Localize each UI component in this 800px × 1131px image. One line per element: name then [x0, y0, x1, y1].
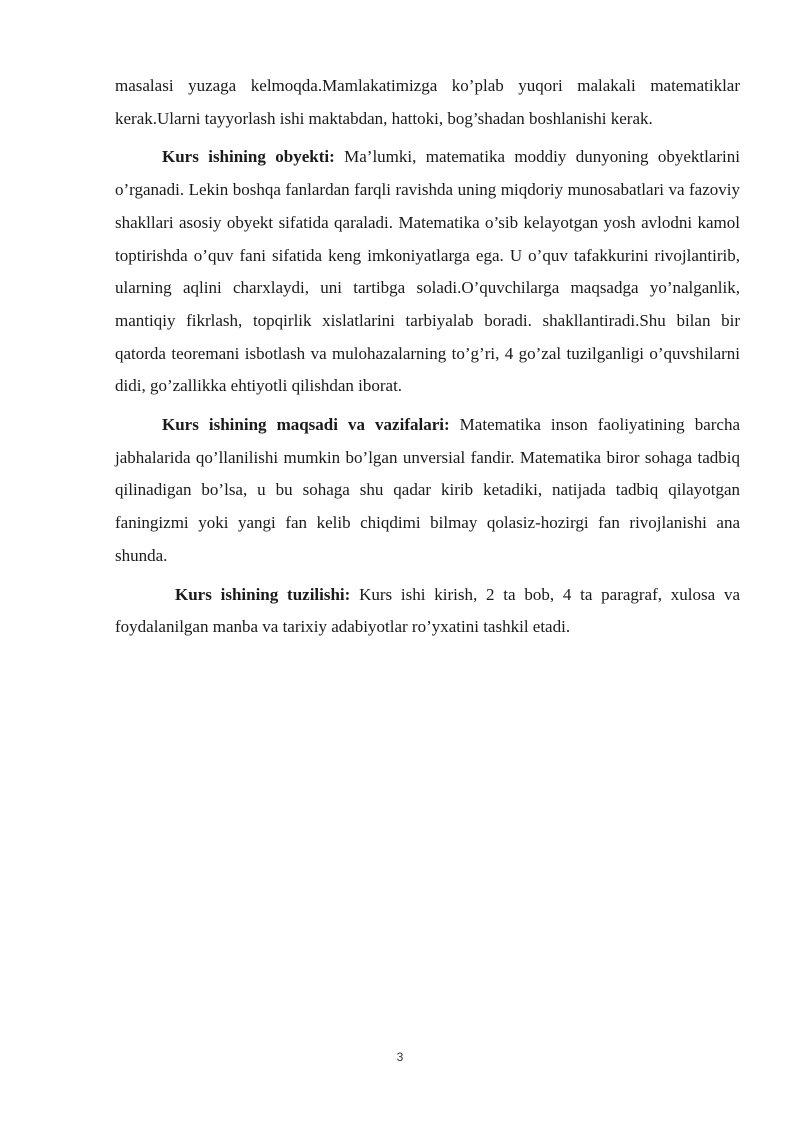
paragraph-goals-text: Matematika inson faoliyatining barcha jabhalarida qo’llanilishi mumkin bo’lgan unversial fandir. Matematika biror sohaga tadbiq qilinadigan bo’lsa, u bu sohaga shu qadar kirib ketadiki, natijada tadbiq qilayotgan faningizmi yoki yangi fan kelib chiqdimi bilmay qolasiz-hozirgi fan rivojlanishi ana shunda. [115, 415, 740, 565]
paragraph-object [115, 141, 740, 403]
paragraph-structure-text: Kurs ishi kirish, 2 ta bob, 4 ta paragraf, xulosa va foydalanilgan manba va tarixiy adabiyotlar ro’yxatini tashkil etadi. [115, 584, 740, 637]
paragraph-intro-text: masalasi yuzaga kelmoqda.Mamlakatimizga ko’plab yuqori malakali matematiklar kerak.Ularni tayyorlash ishi maktabdan, hattoki, bog’shadan boshlanishi kerak. [115, 76, 740, 128]
paragraph-object-text: Ma’lumki, matematika moddiy dunyoning obyektlarini o’rganadi. Lekin boshqa fanlardan farqli ravishda uning miqdoriy munosabatlari va fazoviy shakllari asosiy obyekt sifatida qaraladi. Matematika o’sib kelayotgan yosh avlodni kamol toptirishda o’quv fani sifatida keng imkoniyatlarga ega. U o’quv tafakkurini rivojlantirib, ularning aqlini charxlaydi, uni tartibga soladi.O’quvchilarga maqsadga yo’nalganlik, mantiqiy fikrlash, topqirlik xislatlarini tarbiyalab boradi. shakllantiradi.Shu bilan bir qatorda teoremani isbotlash va mulohazalarning to’g’ri, 4 go’zal tuzilganligi o’quvshilarni didi, go’zallikka ehtiyotli qilishdan iborat. [115, 147, 740, 396]
heading-object: Kurs ishining obyekti: [162, 147, 335, 167]
page-content [115, 70, 740, 650]
paragraph-goals [115, 409, 740, 573]
heading-goals: Kurs ishining maqsadi va vazifalari: [162, 415, 450, 435]
heading-structure: Kurs ishining tuzilishi: [175, 584, 351, 604]
paragraph-structure [115, 579, 740, 644]
paragraph-intro [115, 70, 740, 135]
page-number: 3 [396, 1050, 404, 1064]
